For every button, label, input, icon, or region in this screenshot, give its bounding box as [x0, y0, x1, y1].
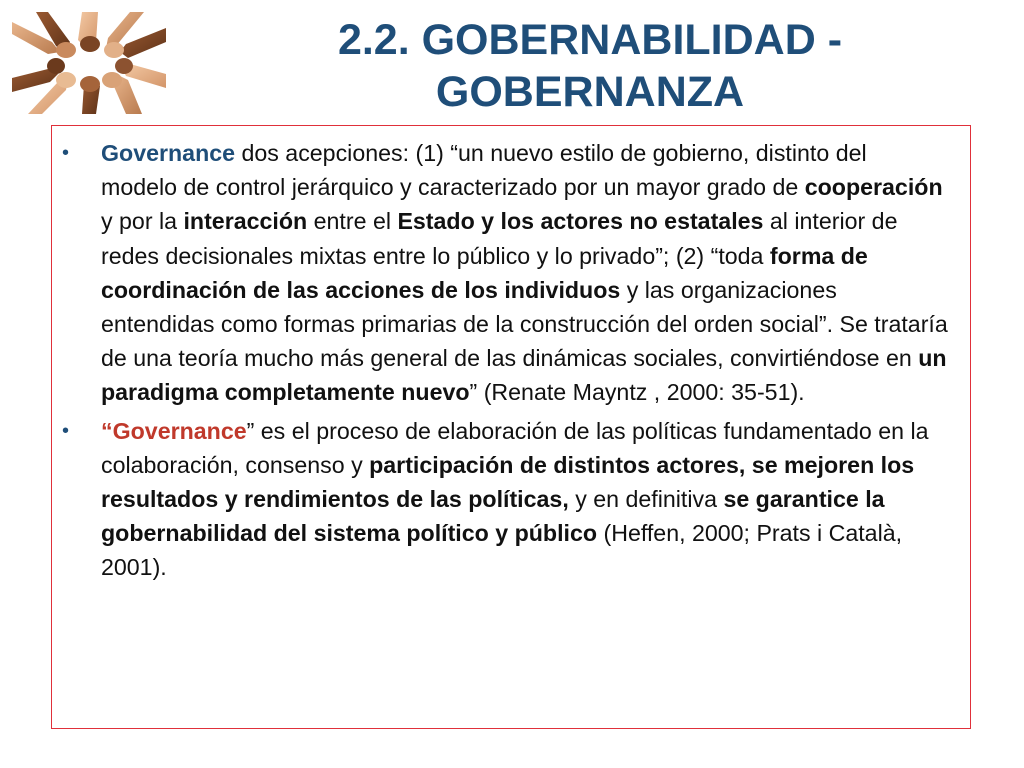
- body-text: al interior de redes decisionales mixtas entre lo público y lo privado”; (2) “toda: [101, 208, 898, 269]
- emphasis-text: participación de distintos actores, se mejoren los resultados y rendimientos de las políticas,: [101, 451, 915, 513]
- title-line-1: 2.2. GOBERNABILIDAD -: [337, 16, 843, 64]
- body-text: (Heffen, 2000; Prats i Català, 2001).: [101, 520, 903, 581]
- emphasis-text: interacción: [183, 208, 308, 235]
- bullet-item: [52, 414, 970, 585]
- emphasis-text: se garantice la gobernabilidad del sistema político y público: [101, 486, 885, 547]
- bullet-item: [52, 136, 970, 410]
- bullet-dot-icon: •: [62, 142, 70, 164]
- emphasis-text: Governance: [101, 140, 236, 166]
- body-text: y en definitiva: [568, 486, 724, 513]
- body-text: ” es el proceso de elaboración de las políticas fundamentado en la colaboración, consenso y: [101, 417, 929, 478]
- body-text: entre el: [307, 208, 398, 235]
- joined-hands-icon: [12, 12, 166, 114]
- content-box: [51, 125, 971, 729]
- joined-hands-logo: [12, 12, 166, 114]
- bullet-list: [52, 136, 970, 589]
- title-line-2: GOBERNANZA: [435, 68, 745, 116]
- emphasis-text: un paradigma completamente nuevo: [101, 345, 947, 406]
- emphasis-text: “Governance: [101, 417, 247, 444]
- body-text: y por la: [101, 208, 184, 235]
- emphasis-text: forma de coordinación de las acciones de los individuos: [101, 242, 868, 303]
- body-text: dos acepciones: (1) “un nuevo estilo de gobierno, distinto del modelo de control jerárquico y caracterizado por un mayor grado de: [101, 140, 867, 201]
- emphasis-text: Estado y los actores no estatales: [397, 208, 764, 235]
- body-text: y las organizaciones entendidas como formas primarias de la construcción del orden social”. Se trataría de una teoría mucho más general de las dinámicas sociales, convirtiéndose en: [101, 276, 948, 372]
- slide-title: [290, 14, 890, 118]
- body-text: ” (Renate Mayntz , 2000: 35-51).: [469, 379, 805, 406]
- bullet-dot-icon: •: [62, 419, 70, 442]
- emphasis-text: cooperación: [804, 174, 943, 201]
